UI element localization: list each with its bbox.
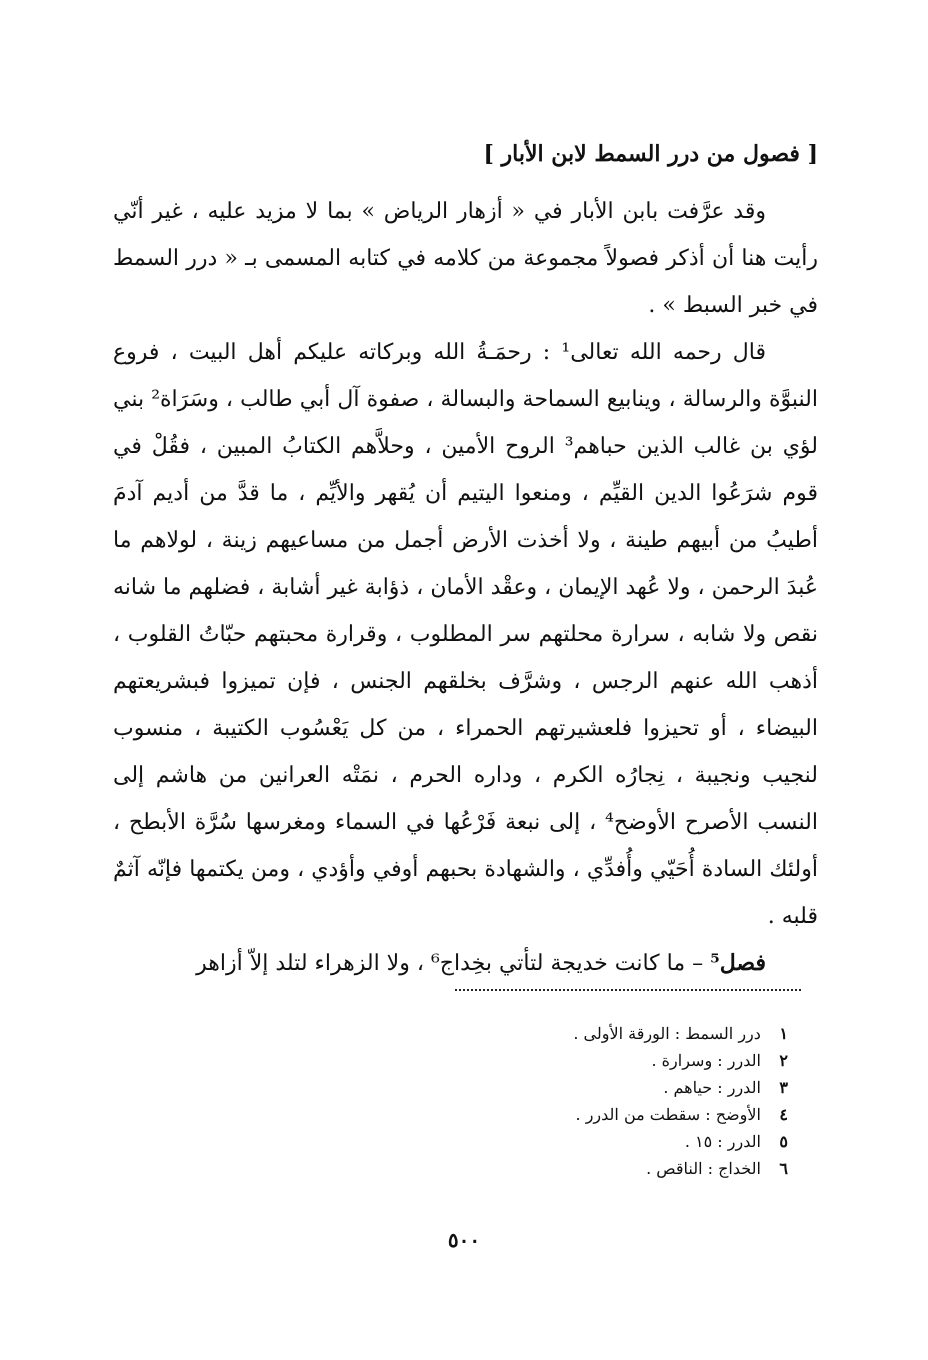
footnote-text: الدرر : ١٥ . — [684, 1132, 761, 1151]
footnote-item — [128, 1155, 788, 1182]
footnote-text: درر السمط : الورقة الأولى . — [573, 1024, 761, 1043]
footnote-number: ١ — [779, 1024, 788, 1043]
paragraph-quote: قال رحمه الله تعالى¹ : رحمَـةُ الله وبركاته عليكم أهل البيت ، فروع النبوَّة والرسالة ، وينابيع السماحة والبسالة ، صفوة آل أبي طالب ، وسَرَاة² بني لؤي بن غالب الذين حباهم³ الروح الأمين ، وحلاَّهم الكتابُ المبين ، فقُلْ في قوم شرَعُوا الدين القيِّم ، ومنعوا اليتيم أن يُقهر والأيِّم ، ما قدَّ من أديم آدمَ أطيبُ من أبيهم طينة ، ولا أخذت الأرض أجمل من مساعيهم زينة ، لولاهم ما عُبدَ الرحمن ، ولا عُهد الإيمان ، وعقْد الأمان ، ذؤابة غير أشابة ، فضلهم ما شانه نقص ولا شابه ، سرارة محلتهم سر المطلوب ، وقرارة محبتهم حبّاتُ القلوب ، أذهب الله عنهم الرجس ، وشرَّف بخلقهم الجنس ، فإن تميزوا فبشريعتهم البيضاء ، أو تحيزوا فلعشيرتهم الحمراء ، من كل يَعْسُوب الكتيبة ، منسوب لنجيب ونجيبة ، نِجارُه الكرم ، وداره الحرم ، نمَتْه العرانين من هاشم إلى النسب الأصرح الأوضح⁴ ، إلى نبعة فَرْعُها في السماء ومغرسها سُرَّة الأبطح ، أولئك السادة أُحَيّي وأُفدِّي ، والشهادة بحبهم أوفي وأؤدي ، ومن يكتمها فإنّه آثمٌ قلبه . — [113, 340, 819, 929]
fasl-label: فصل⁵ — [710, 950, 766, 976]
main-text — [113, 188, 818, 987]
footnote-item — [128, 1047, 788, 1074]
footnote-separator — [455, 989, 801, 991]
footnote-number: ٤ — [779, 1105, 788, 1124]
footnote-item — [128, 1074, 788, 1101]
running-head: [ فصول من درر السمط لابن الأبار ] — [483, 141, 818, 167]
footnote-item — [128, 1020, 788, 1047]
paragraph-fasl — [113, 940, 818, 987]
footnote-item — [128, 1128, 788, 1155]
footnote-text: الدرر : حياهم . — [663, 1078, 761, 1097]
footnote-text: الأوضح : سقطت من الدرر . — [575, 1105, 761, 1124]
footnote-number: ٢ — [779, 1051, 788, 1070]
footnote-text: الدرر : وسرارة . — [651, 1051, 761, 1070]
paragraph-intro: وقد عرَّفت بابن الأبار في « أزهار الرياض » بما لا مزيد عليه ، غير أنّي رأيت هنا أن أذكر فصولاً مجموعة من كلامه في كتابه المسمى بـ « درر السمط في خبر السبط » . — [113, 199, 818, 318]
footnote-item — [128, 1101, 788, 1128]
footnotes-list — [128, 1020, 788, 1182]
footnote-number: ٦ — [779, 1159, 788, 1178]
fasl-text: – ما كانت خديجة لتأتي بخِداج⁶ ، ولا الزهراء لتلد إلاّ أزاهر — [196, 951, 711, 976]
page-number: ٥٠٠ — [447, 1228, 481, 1252]
footnote-number: ٣ — [779, 1078, 788, 1097]
footnote-text: الخداج : الناقص . — [646, 1159, 761, 1178]
footnote-number: ٥ — [779, 1132, 788, 1151]
